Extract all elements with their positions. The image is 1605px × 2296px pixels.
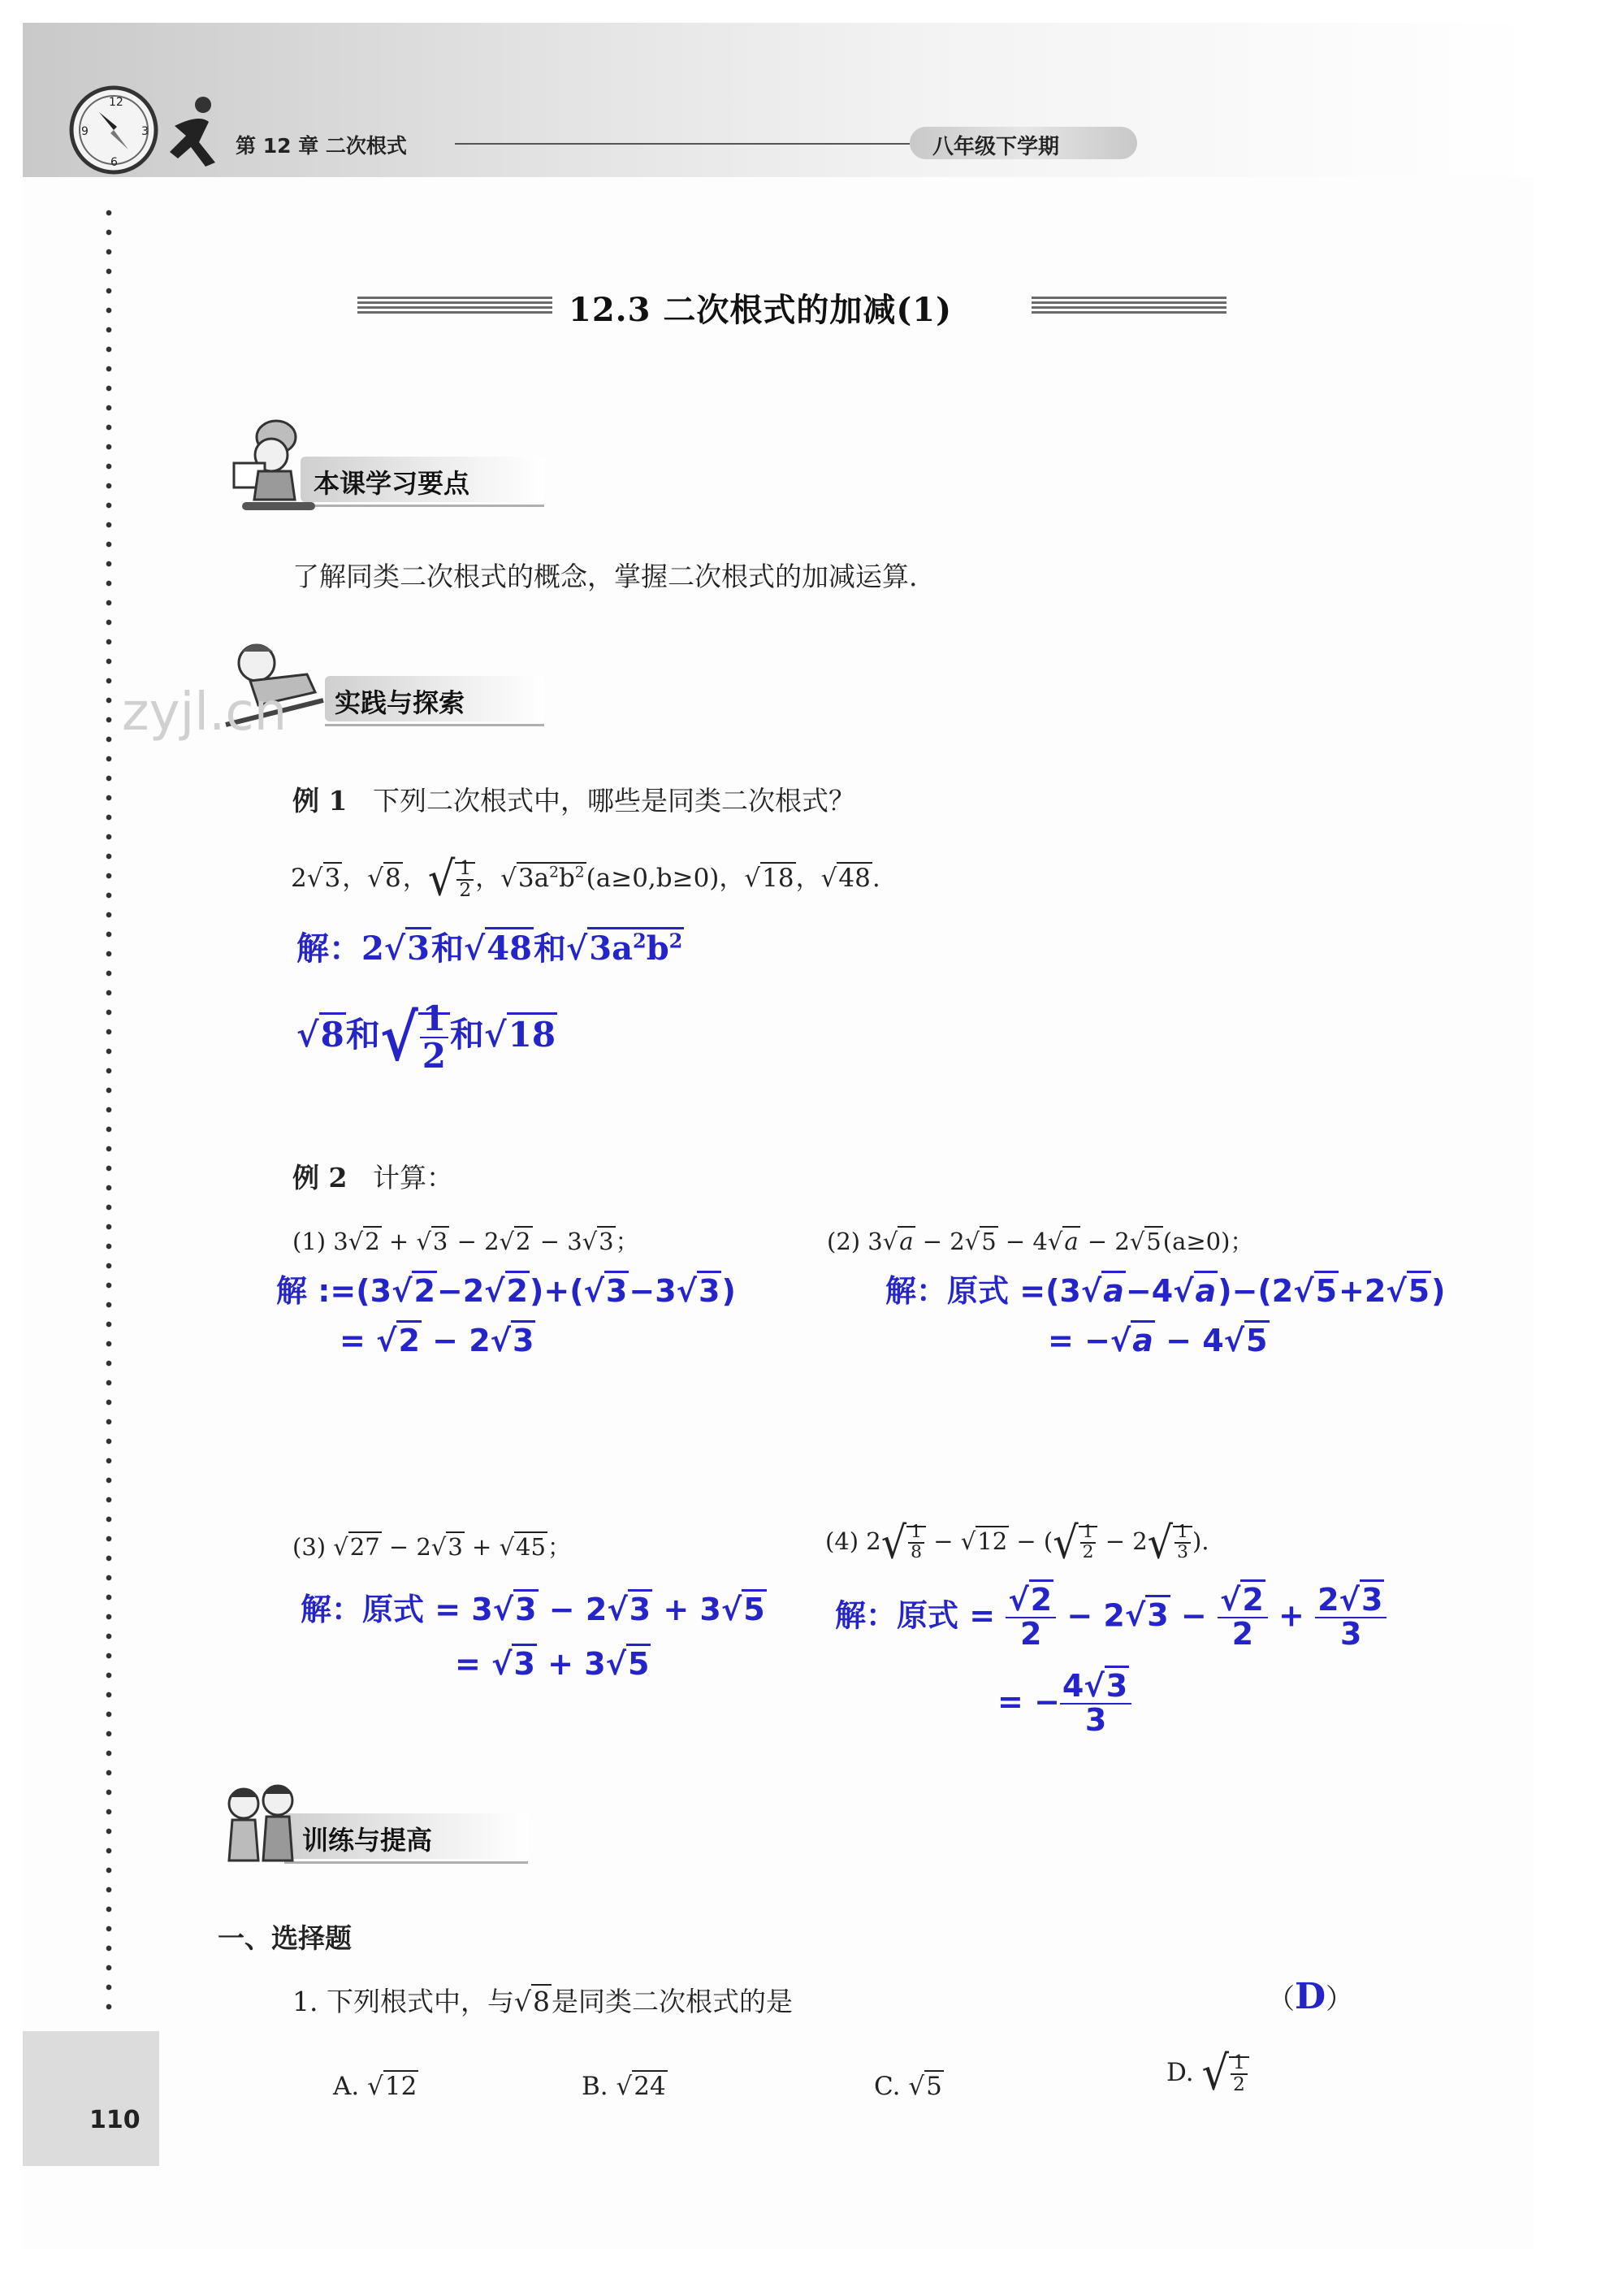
expr: − 2 <box>915 1228 965 1255</box>
key-points-text: 了解同类二次根式的概念，掌握二次根式的加减运算. <box>292 561 918 592</box>
answer-text: 解：2 <box>296 929 384 968</box>
expr: + <box>381 1228 417 1255</box>
numerator: 1 <box>1231 2053 1248 2074</box>
two-kids-icon <box>218 1779 307 1877</box>
title-ornament-right <box>1032 296 1226 314</box>
example1-label: 例 1 <box>292 785 348 817</box>
radicand: 3 <box>697 1271 721 1309</box>
expr: 解：原式 = 3 <box>301 1592 493 1627</box>
radicand: 18 <box>762 864 794 893</box>
expr: −2 <box>436 1273 485 1309</box>
expr: − <box>926 1527 961 1555</box>
denominator: 2 <box>422 1036 447 1077</box>
expr: = <box>340 1323 377 1358</box>
radicand: 5 <box>1407 1271 1431 1309</box>
problem3-answer-line1: 解：原式 = 3√3 − 2√3 + 3√5 <box>301 1584 767 1629</box>
header-rule <box>455 143 910 145</box>
expr: +2 <box>1339 1273 1387 1309</box>
denominator: 2 <box>1019 1615 1042 1652</box>
denominator: 8 <box>911 1542 923 1562</box>
answer-text: 和 <box>533 929 566 968</box>
svg-text:12: 12 <box>109 96 123 109</box>
radicand: 2 <box>516 1228 531 1255</box>
example2-instruction: 计算： <box>372 1162 453 1193</box>
example2-label: 例 2 <box>292 1162 348 1193</box>
expr: ) <box>1431 1273 1446 1309</box>
problem4-answer-line1: 解：原式 = $\frac{√2}{2}$ − 2√3 − $\frac{√2}{2}$ + $\frac{2√3}{3}$ <box>835 1584 1387 1651</box>
expr: − 2 <box>538 1592 608 1627</box>
svg-text:9: 9 <box>81 125 89 138</box>
denominator: 3 <box>1177 1542 1188 1562</box>
problem4-question: (4) 2√ $\frac{1}{8}$ − √12 − (√ $\frac{1}{2}$ − 2√ $\frac{1}{3}$ ). <box>825 1517 1209 1569</box>
exponent: 2 <box>549 864 559 882</box>
radicand: 5 <box>1146 1228 1162 1255</box>
problem2-question: (2) 3√a − 2√5 − 4√a − 2√5(a≥0)； <box>827 1228 1254 1255</box>
problem2-answer-line1: 解：原式 =(3√a−4√a)−(2√5+2√5) <box>885 1266 1446 1310</box>
compass-clock-icon <box>65 81 162 179</box>
example1-question: 下列二次根式中，哪些是同类二次根式？ <box>372 785 855 817</box>
answer-text: 和 <box>450 1015 485 1055</box>
radicand: 3 <box>604 1271 629 1309</box>
radicand: 45 <box>516 1533 546 1561</box>
expr: ) <box>721 1273 736 1309</box>
radicand: 5 <box>742 1589 766 1627</box>
practice-heading: 实践与探索 <box>335 687 465 718</box>
radicand: a <box>1064 1228 1079 1255</box>
radicand: a <box>1194 1271 1218 1309</box>
expr: (3) <box>292 1533 334 1561</box>
question1-answer-bracket <box>1267 1976 1353 2017</box>
option-label: B. <box>582 2072 608 2101</box>
example1-row <box>292 785 855 817</box>
coef: 4 <box>1062 1668 1084 1704</box>
bracket: ） <box>1326 1983 1354 2016</box>
example1-answer-line2: √8和√ $\frac{1}{2}$ 和√18 <box>296 999 556 1077</box>
option-d: D. √ $\frac{1}{2}$ <box>1166 2049 1249 2099</box>
numerator: 1 <box>456 859 474 880</box>
radicand: a <box>1131 1320 1155 1358</box>
expr: ； <box>615 1228 639 1255</box>
radicand: 3 <box>512 1644 536 1682</box>
title-ornament-left <box>357 296 552 314</box>
expr: 解 :=(3 <box>276 1273 392 1309</box>
radicand: 3 <box>432 1228 448 1255</box>
radicand: 3 <box>599 1228 614 1255</box>
coef: 2 <box>291 864 307 893</box>
watermark: zyjl.cn <box>122 682 288 743</box>
expr: )−(2 <box>1218 1273 1294 1309</box>
radicand: 3 <box>405 927 431 968</box>
expr: )+( <box>529 1273 584 1309</box>
radicand: 5 <box>626 1644 651 1682</box>
expr: − 3 <box>532 1228 582 1255</box>
expr: (1) 3 <box>292 1228 348 1255</box>
answer-choice: D <box>1295 1976 1326 2017</box>
radicand: a <box>1101 1271 1126 1309</box>
denominator: 3 <box>1340 1615 1362 1652</box>
question-text: 是同类二次根式的是 <box>552 1986 794 2017</box>
denominator: 2 <box>1233 2073 1245 2095</box>
page-number: 110 <box>89 2106 141 2134</box>
margin-dotted-line <box>106 203 112 2023</box>
radicand: 48 <box>838 864 871 893</box>
expr: (4) 2 <box>825 1527 881 1555</box>
radicand: 2 <box>396 1320 421 1358</box>
radicand: 3 <box>513 1589 538 1627</box>
radicand: a <box>899 1228 914 1255</box>
option-c: C. √5 <box>874 2072 942 2101</box>
exponent: 2 <box>633 929 647 953</box>
question1-stem: 1. 下列根式中，与√8是同类二次根式的是 <box>292 1986 794 2017</box>
option-a: A. √12 <box>333 2072 417 2101</box>
radicand: 8 <box>319 1012 346 1055</box>
radicand: b <box>646 929 669 968</box>
expr: − 4 <box>997 1228 1048 1255</box>
denominator: 2 <box>1082 1542 1094 1562</box>
radicand: 12 <box>977 1527 1008 1555</box>
expr: − 4 <box>1154 1323 1224 1358</box>
expr: 解：原式 = <box>835 1597 1006 1634</box>
expr: − 2 <box>381 1533 431 1561</box>
radicand: 24 <box>634 2072 666 2101</box>
expr: − 2 <box>449 1228 500 1255</box>
radicand: 3 <box>1360 1579 1384 1618</box>
radicand: 18 <box>507 1012 557 1055</box>
expr: + <box>1267 1597 1316 1634</box>
page-background <box>23 23 1534 2249</box>
radicand: 5 <box>981 1228 997 1255</box>
expr: − 2 <box>1056 1597 1125 1634</box>
option-b: B. √24 <box>582 2072 666 2101</box>
radicand: 8 <box>533 1986 551 2017</box>
denominator: 3 <box>1084 1701 1107 1738</box>
example1-answer-line1: 解：2√3和√48和$√3a^2b^2$ <box>296 923 684 969</box>
expr: − 2 <box>1097 1527 1148 1555</box>
radicand: 3 <box>448 1533 463 1561</box>
radicand: 12 <box>384 2072 417 2101</box>
svg-text:3: 3 <box>141 125 149 138</box>
lesson-title: 12.3 二次根式的加减(1) <box>569 291 953 329</box>
radicand: 5 <box>1244 1320 1269 1358</box>
answer-text: 和 <box>345 1015 380 1055</box>
bracket: （ <box>1267 1983 1295 2016</box>
expr: + 3 <box>536 1646 606 1682</box>
expr: = <box>455 1646 492 1682</box>
training-heading: 训练与提高 <box>302 1825 433 1856</box>
svg-text:6: 6 <box>110 156 118 169</box>
reading-boy-icon <box>218 414 319 516</box>
expr: ； <box>547 1533 571 1561</box>
expr: (a≥0)； <box>1162 1228 1254 1255</box>
expr: ). <box>1192 1527 1209 1555</box>
expr: 解：原式 =(3 <box>885 1273 1081 1309</box>
expr: + <box>464 1533 500 1561</box>
exponent: 2 <box>668 929 683 953</box>
expr: − 2 <box>1079 1228 1130 1255</box>
radicand: 48 <box>485 927 534 968</box>
numerator: 1 <box>1080 1523 1097 1544</box>
problem3-question: (3) √27 − 2√3 + √45； <box>292 1533 571 1561</box>
radicand: 2 <box>1029 1579 1053 1618</box>
problem2-answer-line2: = −√a − 4√5 <box>1048 1323 1270 1358</box>
expr: −3 <box>629 1273 677 1309</box>
radicand: 3 <box>324 864 341 893</box>
radicand: 8 <box>385 864 401 893</box>
option-label: D. <box>1166 2058 1194 2087</box>
radicand: 3a <box>517 864 550 893</box>
numerator: 1 <box>908 1523 924 1544</box>
choice-section-heading: 一、选择题 <box>218 1922 352 1954</box>
radicand: 3 <box>1105 1666 1129 1704</box>
condition: (a≥0,b≥0)， <box>586 864 745 893</box>
expr: −4 <box>1125 1273 1174 1309</box>
example2-row <box>292 1162 453 1194</box>
option-label: C. <box>874 2072 901 2101</box>
problem1-answer-line1: 解 :=(3√2−2√2)+(√3−3√3) <box>276 1266 736 1310</box>
chapter-label: 第 12 章 二次根式 <box>236 134 407 158</box>
key-points-heading: 本课学习要点 <box>314 468 470 499</box>
radicand: 5 <box>1314 1271 1339 1309</box>
denominator: 2 <box>1231 1615 1254 1652</box>
expr: − <box>1170 1597 1218 1634</box>
radicand: 27 <box>349 1533 380 1561</box>
question-text: 1. 下列根式中，与 <box>292 1986 514 2017</box>
problem4-answer-line2: = − $\frac{4√3}{3}$ <box>997 1670 1131 1737</box>
page-number-box <box>23 2031 159 2166</box>
answer-text: 和 <box>430 929 464 968</box>
expr: + 3 <box>652 1592 721 1627</box>
grade-label: 八年级下学期 <box>932 135 1060 159</box>
example1-radical-list: 2√3，√8，√ $\frac{1}{2}$ ，$√3a^2b^2(a\ge 0,b\ge 0)$，√18，√48. <box>291 851 880 908</box>
numerator: 1 <box>420 1001 448 1038</box>
radicand: 3 <box>628 1589 652 1627</box>
expr: = − <box>997 1683 1060 1720</box>
expr: − 2 <box>421 1323 491 1358</box>
radicand: 3 <box>1145 1595 1170 1633</box>
problem3-answer-line2: = √3 + 3√5 <box>455 1646 651 1682</box>
coef: 2 <box>1317 1582 1339 1618</box>
expr: − ( <box>1009 1527 1053 1555</box>
radicand: b <box>558 864 575 893</box>
exponent: 2 <box>574 864 585 882</box>
radicand: 5 <box>926 2072 942 2101</box>
radicand: 2 <box>365 1228 380 1255</box>
expr: (2) 3 <box>827 1228 883 1255</box>
denominator: 2 <box>459 878 472 901</box>
problem1-answer-line2: = √2 − 2√3 <box>340 1323 535 1358</box>
radicand: 2 <box>412 1271 436 1309</box>
radicand: 3 <box>511 1320 535 1358</box>
expr: = − <box>1048 1323 1110 1358</box>
option-label: A. <box>333 2072 360 2101</box>
runner-icon <box>158 93 227 171</box>
radicand: 2 <box>1240 1579 1265 1618</box>
radicand: 2 <box>505 1271 530 1309</box>
period: . <box>872 864 880 893</box>
problem1-question: (1) 3√2 + √3 − 2√2 − 3√3； <box>292 1228 639 1255</box>
numerator: 1 <box>1175 1523 1191 1544</box>
radicand: 3a <box>589 929 633 968</box>
